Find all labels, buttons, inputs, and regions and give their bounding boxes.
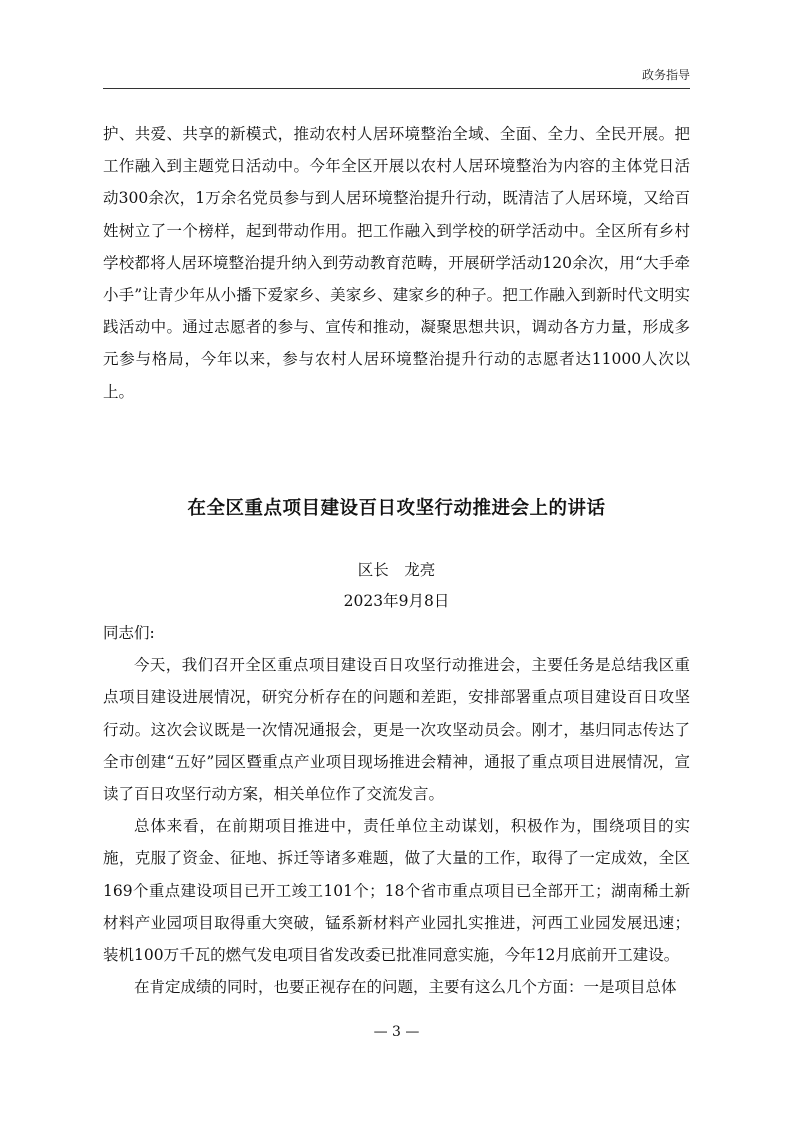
header-rule [103, 88, 690, 89]
speech-body [103, 617, 690, 1003]
salutation: 同志们: [103, 624, 155, 642]
speech-date: 2023年9月8日 [343, 592, 450, 610]
continuation-paragraph: 护、共爱、共享的新模式，推动农村人居环境整治全域、全面、全力、全民开展。把工作融入到主题党日活动中。今年全区开展以农村人居环境整治为内容的主体党日活动300余次，1万余名党员参与到人居环境整治提升行动，既清洁了人居环境，又给百姓树立了一个榜样，起到带动作用。把工作融入到学校的研学活动中。全区所有乡村学校都将人居环境整治提升纳入到劳动教育范畴，开展研学活动120余次，用“大手牵小手”让青少年从小播下爱家乡、美家乡、建家乡的种子。把工作融入到新时代文明实践活动中。通过志愿者的参与、宣传和推动，凝聚思想共识，调动各方力量，形成多元参与格局，今年以来，参与农村人居环境整治提升行动的志愿者达11000人次以上。 [103, 125, 690, 401]
speaker-line: 区长 龙亮 [357, 561, 436, 579]
article-title: 在全区重点项目建设百日攻坚行动推进会上的讲话 [187, 498, 606, 519]
speech-paragraph: 今天，我们召开全区重点项目建设百日攻坚行动推进会，主要任务是总结我区重点项目建设进展情况，研究分析存在的问题和差距，安排部署重点项目建设百日攻坚行动。这次会议既是一次情况通报会，更是一次攻坚动员会。刚才，基归同志传达了全市创建“五好”园区暨重点产业项目现场推进会精神，通报了重点项目进展情况，宣读了百日攻坚行动方案，相关单位作了交流发言。 [103, 656, 690, 804]
speech-paragraph: 总体来看，在前期项目推进中，责任单位主动谋划，积极作为，围绕项目的实施，克服了资金、征地、拆迁等诸多难题，做了大量的工作，取得了一定成效，全区169个重点建设项目已开工竣工101个；18个省市重点项目已全部开工；湖南稀土新材料产业园项目取得重大突破，锰系新材料产业园扎实推进，河西工业园发展迅速；装机100万千瓦的燃气发电项目省发改委已批准同意实施，今年12月底前开工建设。 [103, 817, 690, 965]
section-label: 政务指导 [641, 68, 690, 82]
previous-article-continuation [103, 118, 690, 408]
page-number: — 3 — [373, 1024, 420, 1040]
speech-paragraph: 在肯定成绩的同时，也要正视存在的问题，主要有这么几个方面：一是项目总体 [134, 978, 677, 997]
